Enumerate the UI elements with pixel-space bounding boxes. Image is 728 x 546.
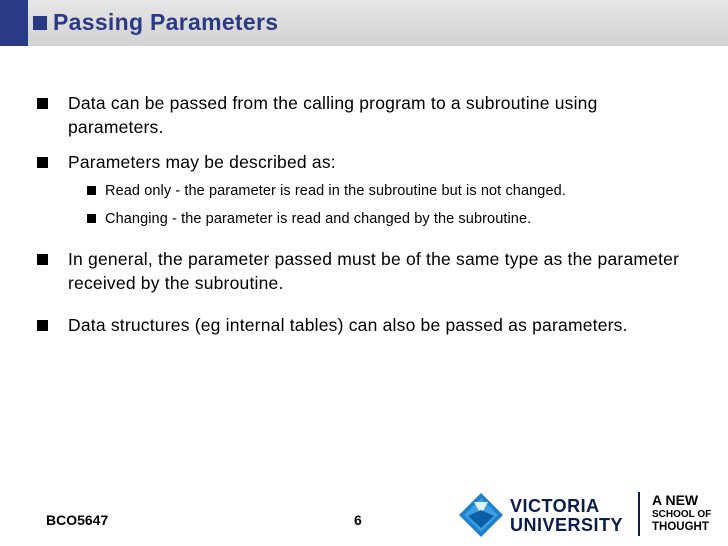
sub-bullet-text: Changing - the parameter is read and changed by the subroutine. [105,211,532,227]
logo-university: UNIVERSITY [510,515,624,535]
square-bullet-icon [37,320,48,331]
title-accent-bar [0,0,28,46]
title-square-icon [33,16,47,30]
footer-course-code: BCO5647 [46,512,109,528]
square-sub-bullet-icon [87,186,96,195]
logo-tagline-3: THOUGHT [652,521,709,533]
logo-tagline-1: A NEW [652,492,699,508]
logo-tagline-2: SCHOOL OF [652,509,712,520]
square-sub-bullet-icon [87,214,96,223]
footer-page-number: 6 [354,512,362,528]
logo-victoria: VICTORIA [510,496,600,516]
sub-bullet-text: Read only - the parameter is read in the subroutine but is not changed. [105,183,566,199]
square-bullet-icon [37,98,48,109]
bullet-text: Data structures (eg internal tables) can also be passed as parameters. [68,315,628,335]
logo-divider [638,492,640,536]
square-bullet-icon [37,157,48,168]
university-crest-icon [458,492,504,538]
square-bullet-icon [37,254,48,265]
bullet-text: Data can be passed from the calling program to a subroutine using parameters. [68,93,598,137]
bullet-text: In general, the parameter passed must be of the same type as the parameter received by the subroutine. [68,249,680,293]
slide-title-bar [0,0,728,46]
bullet-text: Parameters may be described as: [68,152,336,172]
slide-title: Passing Parameters [53,9,279,35]
